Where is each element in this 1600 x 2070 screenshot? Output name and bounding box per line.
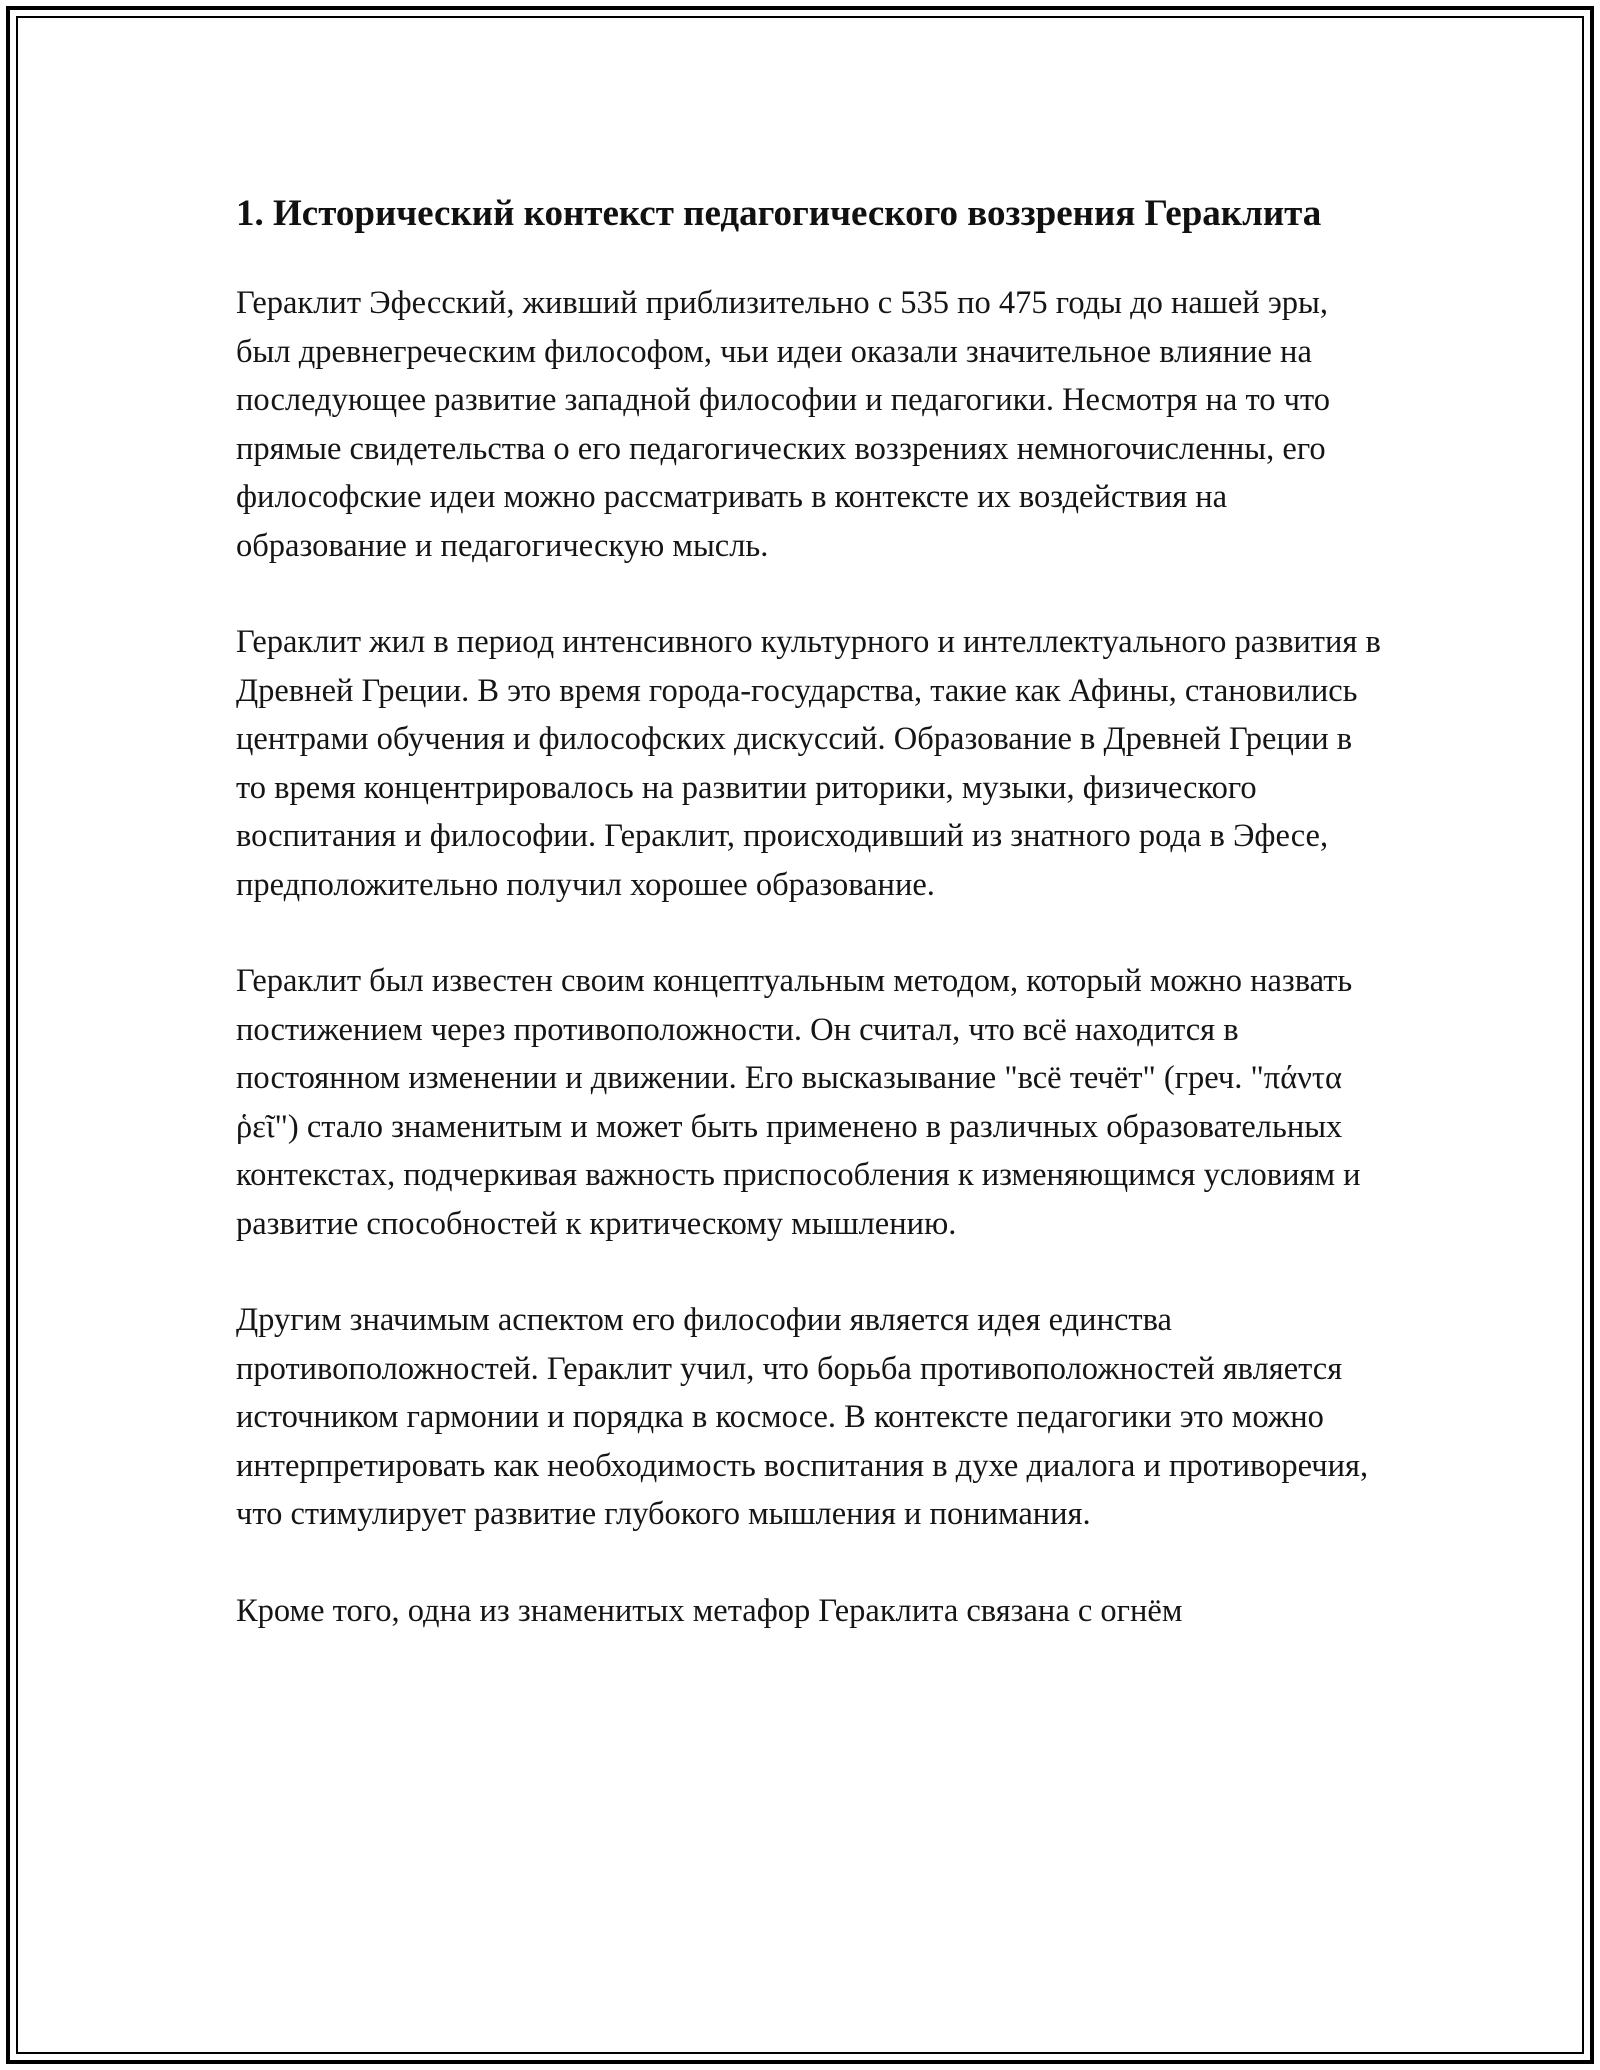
paragraph-1: Гераклит Эфесский, живший приблизительно с 535 по 475 годы до нашей эры, был древнегреческим философом, чьи идеи оказали значительное влияние на последующее развитие западной философии и педагогики. Несмотря на то что прямые свидетельства о его педагогических воззрениях немногочисленны, его философские идеи можно рассматривать в контексте их воздействия на образование и педагогическую мысль.: [236, 285, 1330, 564]
paragraph-4: Другим значимым аспектом его философии является идея единства противоположностей. Гераклит учил, что борьба противоположностей является источником гармонии и порядка в космосе. В контексте педагогики это можно интерпретировать как необходимость воспитания в духе диалога и противоречия, что стимулирует развитие глубокого мышления и понимания.: [236, 1302, 1369, 1532]
paragraph-5: Кроме того, одна из знаменитых метафор Гераклита связана с огнём: [236, 1592, 1183, 1629]
paragraph-3: Гераклит был известен своим концептуальным методом, который можно назвать постижением через противоположности. Он считал, что всё находится в постоянном изменении и движении. Его высказывание "всё течёт" (греч. "πάντα ῥεῖ") стало знаменитым и может быть применено в различных образовательных контекстах, подчеркивая важность приспособления к изменяющимся условиям и развитие способностей к критическому мышлению.: [236, 963, 1361, 1242]
section-heading: 1. Исторический контекст педагогического воззрения Гераклита: [236, 193, 1322, 234]
paragraph-2: Гераклит жил в период интенсивного культурного и интеллектуального развития в Древней Греции. В это время города-государства, такие как Афины, становились центрами обучения и философских дискуссий. Образование в Древней Греции в то время концентрировалось на развитии риторики, музыки, физического воспитания и философии. Гераклит, происходивший из знатного рода в Эфесе, предположительно получил хорошее образование.: [236, 624, 1381, 903]
document-body: [236, 186, 1386, 1683]
